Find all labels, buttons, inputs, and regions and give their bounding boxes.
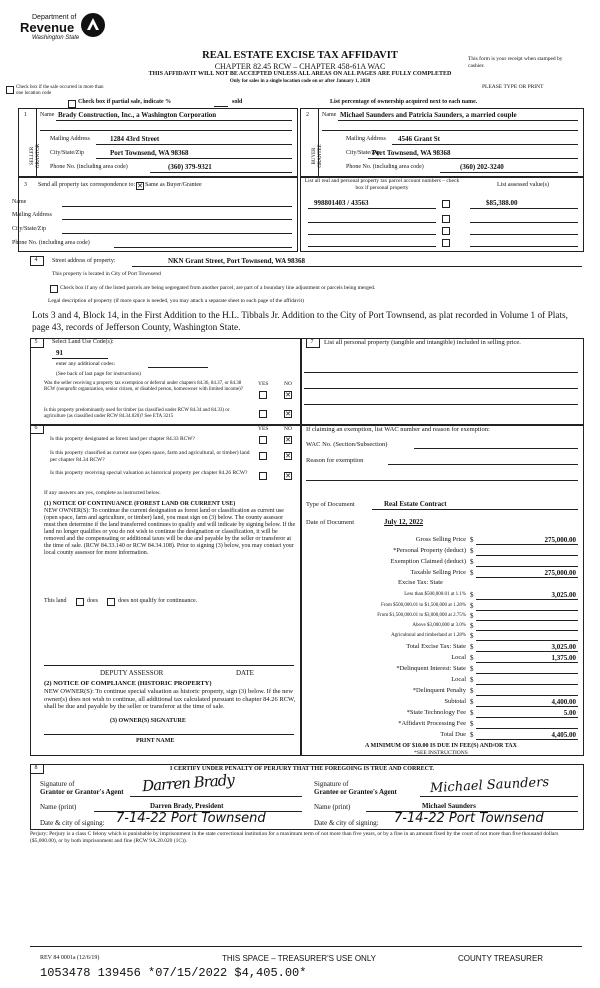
bracket1-label: Less than $500,000.01 at 1.1% bbox=[404, 592, 466, 597]
s6-yes-header: YES bbox=[258, 426, 269, 432]
delinq-penalty-field[interactable] bbox=[476, 695, 578, 696]
seller-name-label: Name bbox=[40, 112, 55, 118]
buyer-mailing-label: Mailing Address bbox=[346, 136, 386, 142]
buyer-section-num: 2 bbox=[306, 112, 309, 118]
form-title: REAL ESTATE EXCISE TAX AFFIDAVIT bbox=[202, 50, 398, 61]
buyer-name[interactable]: Michael Saunders and Patricia Saunders, a married couple bbox=[340, 111, 517, 119]
section4-num: 4 bbox=[34, 257, 38, 263]
grantee-sig-label1: Signature of bbox=[314, 780, 349, 788]
delinq-interest-dollar: $ bbox=[470, 665, 474, 673]
delinq-interest-field[interactable] bbox=[476, 673, 578, 674]
reason-field-1[interactable] bbox=[388, 464, 578, 465]
corr-city-label: City/State/Zip bbox=[12, 226, 46, 232]
local-dollar: $ bbox=[470, 654, 474, 662]
bracket1-dollar: $ bbox=[470, 591, 474, 599]
doc-type[interactable]: Real Estate Contract bbox=[384, 500, 447, 508]
s6-no-header: NO bbox=[284, 426, 292, 432]
buyer-phone-label: Phone No. (including area code) bbox=[346, 164, 424, 170]
personal-deduct-label: *Personal Property (deduct) bbox=[393, 547, 466, 554]
partial-sale-checkbox[interactable] bbox=[68, 100, 76, 108]
certify-statement: I CERTIFY UNDER PENALTY OF PERJURY THAT THE FOREGOING IS TRUE AND CORRECT. bbox=[170, 766, 435, 772]
bracket2-dollar: $ bbox=[470, 602, 474, 610]
parcel-personal-checkbox-3[interactable] bbox=[442, 227, 450, 235]
grantor-date-city[interactable]: 7-14-22 Port Townsend bbox=[116, 811, 266, 826]
corr-mailing-field[interactable] bbox=[62, 219, 292, 220]
delinq-interest-label: *Delinquent Interest: State bbox=[396, 665, 466, 672]
taxable-label: Taxable Selling Price bbox=[410, 569, 466, 576]
additional-codes-field[interactable] bbox=[148, 367, 208, 368]
segregated-checkbox[interactable] bbox=[50, 285, 58, 293]
wac-label: WAC No. (Section/Subsection) bbox=[306, 441, 388, 448]
same-as-buyer-checkbox[interactable]: ✕ bbox=[137, 182, 143, 190]
seller-side-label: SELLER GRANTOR bbox=[30, 143, 41, 169]
dor-logo-icon bbox=[80, 12, 106, 38]
owner-sig-label: (3) OWNER(S) SIGNATURE bbox=[110, 718, 186, 724]
land-does-checkbox[interactable] bbox=[76, 598, 84, 606]
bracket4-label: Above $3,000,000 at 3.0% bbox=[412, 623, 466, 628]
grantee-date-label: Date & city of signing: bbox=[314, 819, 379, 827]
assessed-value-1[interactable]: $85,388.00 bbox=[486, 199, 518, 207]
bracket1-value[interactable]: 3,025.00 bbox=[551, 591, 576, 599]
sold-label: sold bbox=[232, 99, 243, 105]
buyer-city[interactable]: Port Townsend, WA 98368 bbox=[372, 149, 451, 157]
corr-city-field[interactable] bbox=[62, 233, 292, 234]
this-land-label: This land bbox=[44, 598, 67, 604]
rev-number: REV 84 0001a (12/6/19) bbox=[40, 955, 100, 961]
county-treasurer: COUNTY TREASURER bbox=[458, 954, 544, 963]
local-value[interactable]: 1,375.00 bbox=[551, 654, 576, 662]
seller-section-num: 1 bbox=[24, 112, 27, 118]
buyer-phone[interactable]: (360) 202-3240 bbox=[460, 163, 504, 171]
dept-line2: Revenue bbox=[20, 20, 75, 35]
corr-phone-field[interactable] bbox=[114, 247, 292, 248]
local2-dollar: $ bbox=[470, 676, 474, 684]
tech-fee-dollar: $ bbox=[470, 709, 474, 717]
personal-property-line1[interactable] bbox=[304, 372, 578, 373]
reason-label: Reason for exemption bbox=[306, 457, 364, 464]
doc-date-label: Date of Document bbox=[306, 519, 355, 526]
s5-q2-yes[interactable] bbox=[259, 410, 267, 418]
seller-city[interactable]: Port Townsend, WA 98368 bbox=[110, 149, 189, 157]
grantor-sig-label2: Grantor or Grantor's Agent bbox=[40, 788, 124, 796]
treasurer-use: THIS SPACE – TREASURER'S USE ONLY bbox=[222, 954, 377, 963]
grantee-print-name[interactable]: Michael Saunders bbox=[422, 802, 476, 810]
buyer-name-label: Name bbox=[322, 112, 337, 118]
form-warning: THIS AFFIDAVIT WILL NOT BE ACCEPTED UNLESS ALL AREAS ON ALL PAGES ARE FULLY COMPLETED bbox=[148, 71, 452, 77]
seller-mailing-label: Mailing Address bbox=[50, 136, 90, 142]
s6-q1: Is this property designated as forest land per chapter 84.33 RCW? bbox=[50, 436, 195, 442]
parcel-personal-checkbox-2[interactable] bbox=[442, 215, 450, 223]
personal-dollar: $ bbox=[470, 547, 474, 555]
exempt-deduct-field[interactable] bbox=[476, 566, 578, 567]
exemption-label: If claiming an exemption, list WAC number and reason for exemption: bbox=[306, 426, 490, 433]
bracket3-field[interactable] bbox=[476, 620, 578, 621]
buyer-side-label: BUYER GRANTEE bbox=[312, 144, 323, 168]
wac-field[interactable] bbox=[414, 448, 578, 449]
street-address[interactable]: NKN Grant Street, Port Townsend, WA 98368 bbox=[168, 257, 306, 265]
partial-sale-label: Check box if partial sale, indicate % bbox=[78, 99, 172, 105]
bracket5-field[interactable] bbox=[476, 640, 578, 641]
taxable-dollar: $ bbox=[470, 569, 474, 577]
s6-q3-no[interactable]: ✕ bbox=[285, 472, 291, 480]
perjury-note: Perjury: Perjury is a class C felony which is punishable by imprisonment in the state correctional institution for a maximum term of not more than five years, or by a fine in an amount fixed by the court of not more than five thousand dollars ($5,000.00), or by both imprisonment and fine (RCW 9A.20.020 (1C)). bbox=[30, 831, 559, 844]
gross-dollar: $ bbox=[470, 536, 474, 544]
buyer-city-label: City/State/Zip bbox=[346, 150, 380, 156]
treasurer-stamp: 1053478 139456 *07/15/2022 $4,405.00* bbox=[40, 966, 307, 980]
does-label: does bbox=[87, 598, 98, 604]
s6-q1-no[interactable]: ✕ bbox=[285, 436, 291, 444]
seller-mailing[interactable]: 1284 43rd Street bbox=[110, 135, 160, 143]
buyer-mailing[interactable]: 4546 Grant St bbox=[398, 135, 440, 143]
multi-location-label: Check box if the sale occurred in more than one location code bbox=[16, 85, 104, 96]
form-chapter: CHAPTER 82.45 RCW – CHAPTER 458-61A WAC bbox=[214, 62, 386, 71]
parcel-personal-checkbox-1[interactable] bbox=[442, 200, 450, 208]
total-excise-label: Total Excise Tax: State bbox=[406, 643, 466, 650]
parcel-account-1[interactable]: 998801403 / 43563 bbox=[314, 199, 369, 207]
personal-deduct-field[interactable] bbox=[476, 555, 578, 556]
s6-if-yes: If any answers are yes, complete as instructed below. bbox=[44, 490, 161, 496]
property-located: This property is located in City of Port Townsend bbox=[52, 271, 161, 277]
section5-num: 5 bbox=[34, 339, 38, 345]
section7-num: 7 bbox=[310, 339, 314, 345]
s6-q2: Is this property classified as current use (open space, farm and agricultural, or timber) land per chapter 84.34 RCW? bbox=[50, 450, 250, 463]
dor-logo bbox=[12, 10, 112, 48]
grantor-name-label: Name (print) bbox=[40, 803, 77, 811]
s6-q2-no[interactable]: ✕ bbox=[285, 452, 291, 460]
type-or-print: PLEASE TYPE OR PRINT bbox=[482, 84, 544, 90]
multi-location-checkbox[interactable] bbox=[6, 86, 14, 94]
owner-sig-line[interactable] bbox=[44, 734, 294, 735]
personal-property-line2[interactable] bbox=[304, 388, 578, 389]
street-label: Street address of property: bbox=[52, 258, 116, 264]
seller-name[interactable]: Brady Construction, Inc., a Washington Corporation bbox=[58, 111, 217, 119]
deputy-date-label: DATE bbox=[236, 669, 254, 677]
reason-field-2[interactable] bbox=[306, 480, 578, 481]
grantor-print-name[interactable]: Darren Brady, President bbox=[150, 802, 224, 810]
s5-q1-yes[interactable] bbox=[259, 391, 267, 399]
only-for-sales: Only for sales in a single location code on or after January 1, 2020 bbox=[229, 79, 371, 84]
gross-value[interactable]: 275,000.00 bbox=[544, 536, 576, 544]
total-due-dollar: $ bbox=[470, 731, 474, 739]
section7-box bbox=[300, 338, 584, 426]
land-use-label: Select Land Use Code(s): bbox=[52, 339, 114, 345]
s6-q3-yes[interactable] bbox=[259, 472, 267, 480]
s5-yes-header: YES bbox=[258, 381, 269, 387]
notice2-title: (2) NOTICE OF COMPLIANCE (HISTORIC PROPERTY) bbox=[44, 680, 212, 687]
legal-label: Legal description of property (if more space is needed, you may attach a separate sheet to each page of the affidavit) bbox=[48, 298, 304, 304]
bracket3-label: From $1,500,000.01 to $3,000,000 at 2.75% bbox=[377, 613, 466, 618]
subtotal-value[interactable]: 4,400.00 bbox=[551, 698, 576, 706]
subtotal-dollar: $ bbox=[470, 698, 474, 706]
corr-name-label: Name bbox=[12, 199, 27, 205]
section6-num: 6 bbox=[34, 425, 38, 431]
personal-property-line3[interactable] bbox=[304, 404, 578, 405]
excise-state-label: Excise Tax: State bbox=[398, 579, 443, 586]
grantor-signature[interactable]: Darren Brady bbox=[141, 770, 235, 796]
bracket4-dollar: $ bbox=[470, 622, 474, 630]
total-due-value[interactable]: 4,405.00 bbox=[551, 731, 576, 739]
s6-q2-yes[interactable] bbox=[259, 452, 267, 460]
s6-q3: Is this property receiving special valuation as historical property per chapter 84.26 RCW? bbox=[50, 470, 248, 476]
corr-name-field[interactable] bbox=[62, 206, 292, 207]
does-not-label: does not qualify for continuance. bbox=[118, 598, 198, 604]
dept-line3: Washington State bbox=[32, 35, 80, 41]
same-as-buyer-label: Same as Buyer/Grantee bbox=[145, 182, 202, 188]
notice1-body: NEW OWNER(S): To continue the current designation as forest land or classification as current use (open space, farm and agriculture, or timber) land, you must sign on (3) below. The county assessor must then determine if the land transferred continues to qualify and will indicate by signing below. If the land no longer qualifies or you do not wish to continue the designation or classification, it will be removed and the compensating or additional taxes will be due and payable by the seller or transferor at the time of sale. (RCW 84.33.140 or RCW 84.34.108). Prior to signing (3) below, you may contact your local county assessor for more information. bbox=[44, 508, 296, 556]
bracket2-field[interactable] bbox=[476, 610, 578, 611]
minimum-fee-note: A MINIMUM OF $10.00 IS DUE IN FEE(S) AND/OR TAX bbox=[365, 743, 517, 749]
s5-no-header: NO bbox=[284, 381, 292, 387]
delinq-penalty-dollar: $ bbox=[470, 687, 474, 695]
dept-line1: Department of bbox=[32, 14, 77, 21]
gross-label: Gross Selling Price bbox=[415, 536, 466, 543]
seller-phone[interactable]: (360) 379-9321 bbox=[168, 163, 212, 171]
subtotal-label: Subtotal bbox=[444, 698, 466, 705]
bracket3-dollar: $ bbox=[470, 612, 474, 620]
legal-description[interactable]: Lots 3 and 4, Block 14, in the First Addition to the H.L. Tibbals Jr. Addition to the City of Port Townsend, as plat recorded in Volume 1 of Plats, page 43, records of Jefferson County, Washington State. bbox=[32, 311, 568, 333]
s5-q2: Is this property predominantly used for timber (as classified under RCW 84.34 and 84.33) or agriculture (as classified under RCW 84.34.020)? See ETA 3215 bbox=[44, 408, 230, 419]
land-does-not-checkbox[interactable] bbox=[107, 598, 115, 606]
s6-q1-yes[interactable] bbox=[259, 436, 267, 444]
affidavit-fee-label: *Affidavit Processing Fee bbox=[398, 720, 466, 727]
parcel-personal-checkbox-4[interactable] bbox=[442, 239, 450, 247]
s5-q2-no[interactable]: ✕ bbox=[285, 410, 291, 418]
correspondence-num: 3 bbox=[24, 182, 27, 188]
grantor-date-label: Date & city of signing: bbox=[40, 819, 105, 827]
deputy-assessor-label: DEPUTY ASSESSOR bbox=[100, 669, 164, 677]
tech-fee-value[interactable]: 5.00 bbox=[563, 709, 576, 717]
additional-codes: enter any additional codes: bbox=[56, 361, 116, 367]
doc-date[interactable]: July 12, 2022 bbox=[384, 518, 424, 526]
total-excise-value[interactable]: 3,025.00 bbox=[551, 643, 576, 651]
local2-label: Local bbox=[451, 676, 466, 683]
section8-num: 8 bbox=[34, 765, 38, 771]
grantee-sig-label2: Grantee or Grantee's Agent bbox=[314, 788, 397, 796]
notice1-title: (1) NOTICE OF CONTINUANCE (FOREST LAND OR CURRENT USE) bbox=[44, 501, 236, 507]
bracket5-label: Agricultural and timberland at 1.28% bbox=[391, 633, 466, 638]
see-instructions: *SEE INSTRUCTIONS bbox=[414, 750, 468, 756]
bracket4-field[interactable] bbox=[476, 630, 578, 631]
local-label: Local bbox=[451, 654, 466, 661]
section7-text: List all personal property (tangible and intangible) included in selling price. bbox=[324, 339, 521, 346]
doc-type-label: Type of Document bbox=[306, 501, 355, 508]
bracket5-dollar: $ bbox=[470, 632, 474, 640]
seller-city-label: City/State/Zip bbox=[50, 150, 84, 156]
local2-field[interactable] bbox=[476, 684, 578, 685]
bracket2-label: From $500,000.01 to $1,500,000 at 1.28% bbox=[381, 603, 466, 608]
grantor-sig-label1: Signature of bbox=[40, 780, 75, 788]
corr-phone-label: Phone No. (including area code) bbox=[12, 240, 90, 246]
total-excise-dollar: $ bbox=[470, 643, 474, 651]
s5-q1-no[interactable]: ✕ bbox=[285, 391, 291, 399]
receipt-note: This form is your receipt when stamped by cashier. bbox=[468, 56, 563, 69]
exempt-dollar: $ bbox=[470, 558, 474, 566]
treasurer-divider bbox=[30, 946, 582, 947]
segregated-label: Check box if any of the listed parcels are being segregated from another parcel, are part of a boundary line adjustment or parcels being merged. bbox=[60, 285, 376, 291]
grantee-signature[interactable]: Michael Saunders bbox=[429, 774, 550, 797]
affidavit-fee-field[interactable] bbox=[476, 728, 578, 729]
grantee-date-city[interactable]: 7-14-22 Port Townsend bbox=[394, 811, 544, 826]
deputy-sig-line[interactable] bbox=[44, 665, 294, 666]
print-name-label: PRINT NAME bbox=[136, 738, 175, 744]
correspondence-label: Send all property tax correspondence to: bbox=[38, 182, 136, 188]
assessed-header: List assessed value(s) bbox=[497, 182, 549, 188]
total-due-label: Total Due bbox=[440, 731, 466, 738]
see-back: (See back of last page for instructions) bbox=[56, 371, 141, 377]
exempt-deduct-label: Exemption Claimed (deduct) bbox=[390, 558, 466, 565]
taxable-value[interactable]: 275,000.00 bbox=[544, 569, 576, 577]
seller-phone-label: Phone No. (including area code) bbox=[50, 164, 128, 170]
s5-q1: Was the seller receiving a property tax exemption or deferral under chapters 84.36, 84.37, or 84.38 RCW (nonprofit organization, senior citizen, or disabled person, homeowner with limited income)? bbox=[44, 381, 243, 392]
delinq-penalty-label: *Delinquent Penalty bbox=[412, 687, 466, 694]
affidavit-fee-dollar: $ bbox=[470, 720, 474, 728]
notice2-body: NEW OWNER(S): To continue special valuation as historic property, sign (3) below. If the new owner(s) does not wish to continue, all additional tax calculated pursuant to chapter 84.26 RCW, shall be due and payable by the seller or transferor at the time of sale. bbox=[44, 688, 296, 710]
parcel-header: List all real and personal property tax parcel account numbers – check box if personal property bbox=[304, 178, 460, 191]
tech-fee-label: *State Technology Fee bbox=[406, 709, 466, 716]
ownership-label: List percentage of ownership acquired next to each name. bbox=[330, 99, 478, 105]
grantee-name-label: Name (print) bbox=[314, 803, 351, 811]
partial-percent-line[interactable] bbox=[214, 106, 228, 107]
land-use-code[interactable]: 91 bbox=[56, 349, 63, 357]
corr-mailing-label: Mailing Address bbox=[12, 212, 52, 218]
